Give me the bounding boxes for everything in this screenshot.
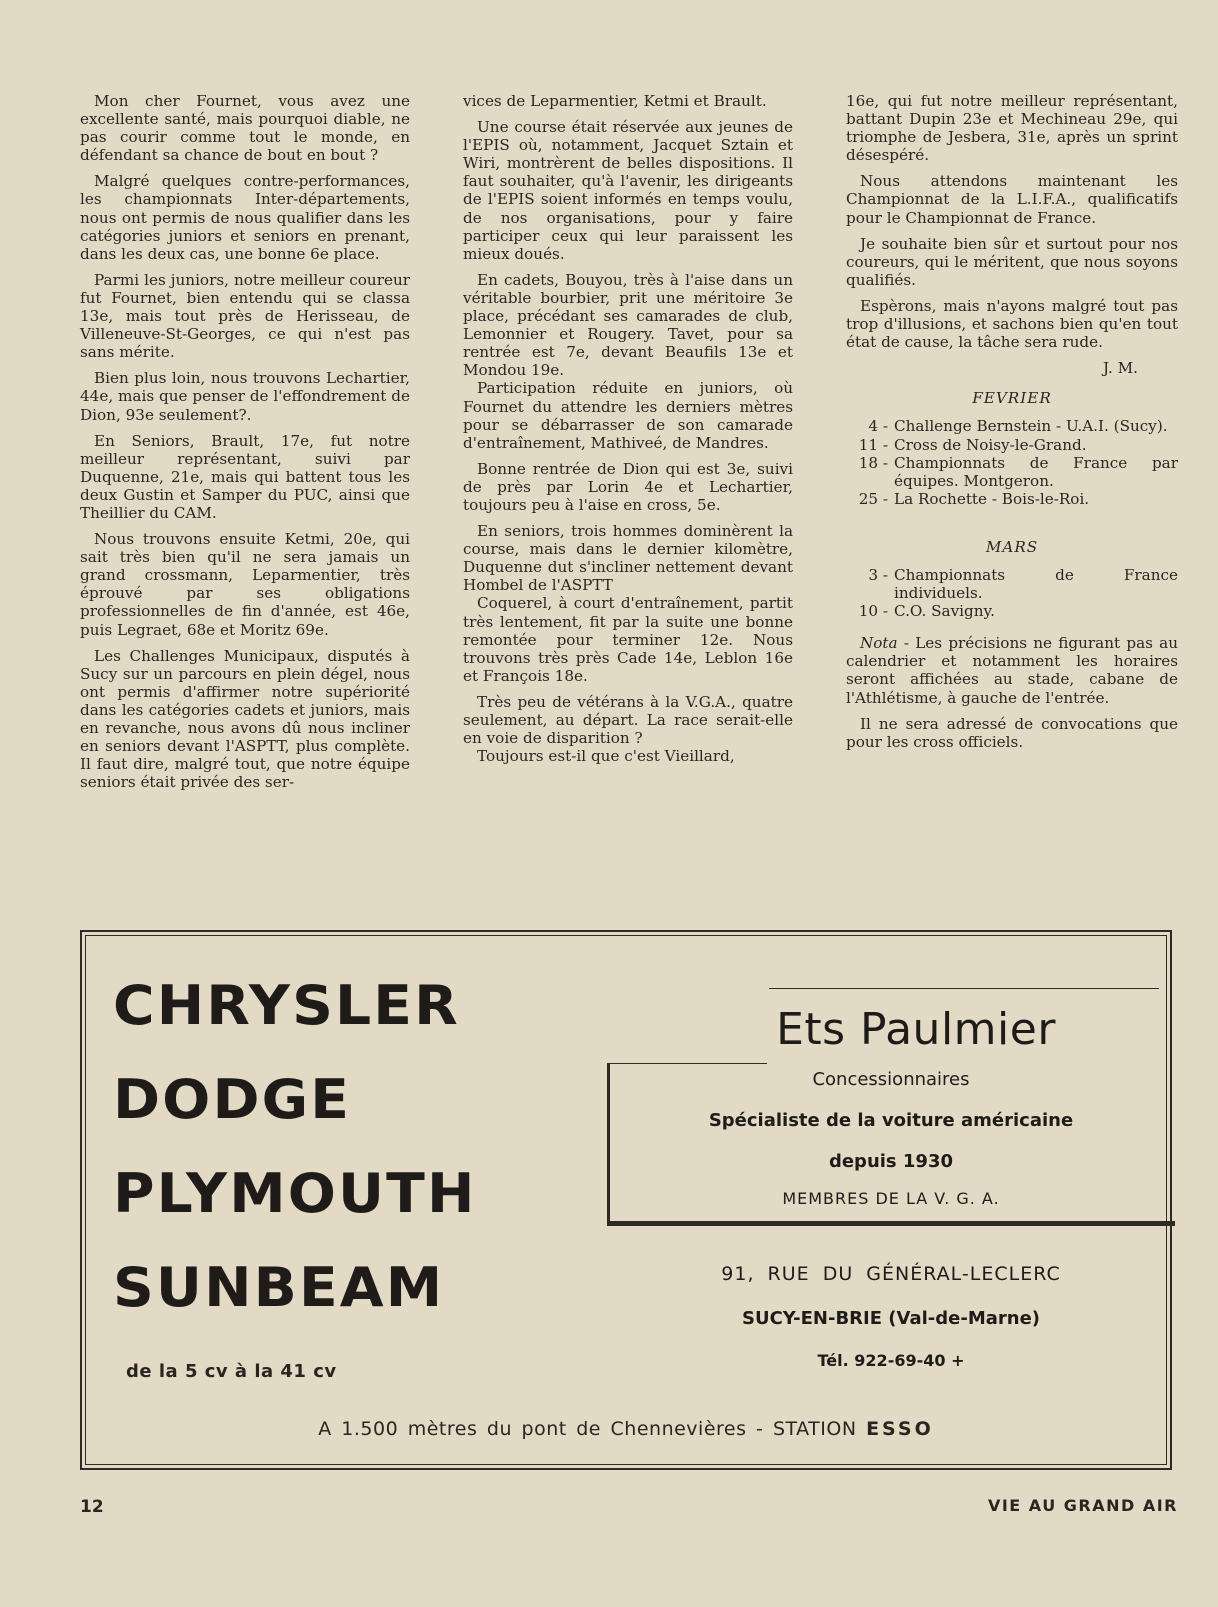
calendar-event xyxy=(846,490,1178,508)
calendar-note-2: Il ne sera adressé de convocations que pour les cross officiels. xyxy=(846,714,1178,751)
city: SUCY-EN-BRIE (Val-de-Marne) xyxy=(741,1308,1041,1329)
page-number: 12 xyxy=(80,1497,104,1517)
article-column-2 xyxy=(463,92,793,773)
event-day: 11 - xyxy=(858,435,888,454)
company-name: Ets Paulmier xyxy=(776,1004,1056,1055)
article-paragraph: Bonne rentrée de Dion qui est 3e, suivi de près par Lorin 4e et Lechartier, toujours peu à l'aise en cross, 5e. xyxy=(463,459,793,514)
company-specialty: Spécialiste de la voiture américaine xyxy=(708,1110,1074,1131)
car-dealer-advertisement xyxy=(80,930,1172,1470)
event-text: La Rochette - Bois-le-Roi. xyxy=(894,489,1090,508)
article-paragraph: En Seniors, Brault, 17e, fut notre meilleur représentant, suivi par Duquenne, 21e, mais qui battent tous les deux Gustin et Samper du PUC, ainsi que Theillier du CAM. xyxy=(80,431,410,522)
brand-name: PLYMOUTH xyxy=(113,1162,477,1225)
article-paragraph: vices de Leparmentier, Ketmi et Brault. xyxy=(463,92,767,110)
calendar-event xyxy=(846,436,1178,454)
brand-name: CHRYSLER xyxy=(113,974,460,1037)
event-day: 10 - xyxy=(858,602,888,621)
divider xyxy=(769,988,1159,989)
event-day: 25 - xyxy=(858,489,888,508)
event-day: 18 - xyxy=(858,453,888,472)
article-paragraph: Malgré quelques contre-performances, les championnats Inter-départements, nous ont permis de nous qualifier dans les catégories juniors et seniors en prenant, dans les deux cas, une bonne 6e place. xyxy=(80,172,410,263)
article-paragraph: Participation réduite en juniors, où Fournet du attendre les derniers mètres pour se débarrasser de son camarade d'entraînement, Mathiveé, de Mandres. xyxy=(463,379,793,452)
article-paragraph: Toujours est-il que c'est Vieillard, xyxy=(477,747,735,766)
company-since: depuis 1930 xyxy=(828,1151,954,1172)
event-text: Challenge Bernstein - U.A.I. (Sucy). xyxy=(894,417,1168,436)
event-day: 4 - xyxy=(868,417,888,436)
article-paragraph: Nous trouvons ensuite Ketmi, 20e, qui sait très bien qu'il ne sera jamais un grand crossmann, Leparmentier, très éprouvé par ses obligations professionnelles de fin d'année, est 46e, puis Legraet, 68e et Moritz 69e. xyxy=(80,530,410,639)
calendar-note: Nota - Les précisions ne figurant pas au calendrier et notamment les horaires seront affichées au stade, cabane de l'Athlétisme, à gauche de l'entrée. xyxy=(846,634,1178,707)
calendar-event xyxy=(846,566,1178,602)
journal-title: VIE AU GRAND AIR xyxy=(987,1496,1178,1515)
article-paragraph: Mon cher Fournet, vous avez une excellente santé, mais pourquoi diable, ne pas courir comme tout le monde, en défendant sa chance de bout en bout ? xyxy=(80,92,410,165)
event-text: Cross de Noisy-le-Grand. xyxy=(894,435,1087,454)
article-paragraph: Nous attendons maintenant les Championnat de la L.I.F.A., qualificatifs pour le Championnat de France. xyxy=(846,172,1178,227)
street-address: 91, RUE DU GÉNÉRAL-LECLERC xyxy=(721,1263,1061,1285)
esso-brand: ESSO xyxy=(866,1418,934,1440)
event-text: C.O. Savigny. xyxy=(894,602,995,621)
note-label: Nota xyxy=(860,634,898,653)
horsepower-range: de la 5 cv à la 41 cv xyxy=(126,1361,337,1382)
brand-name: SUNBEAM xyxy=(113,1256,445,1319)
article-paragraph: Parmi les juniors, notre meilleur coureur fut Fournet, bien entendu qui se classa 13e, mais tout près de Herisseau, de Villeneuve-St-Georges, ce qui n'est pas sans mérite. xyxy=(80,270,410,362)
article-paragraph: Les Challenges Municipaux, disputés à Sucy sur un parcours en plein dégel, nous ont permis d'affirmer notre supériorité dans les catégories cadets et juniors, mais en revanche, nous avons dû nous incliner en seniors devant l'ASPTT, plus complète. Il faut dire, malgré tout, que notre équipe seniors était privée des ser- xyxy=(80,646,410,792)
event-text: Championnats de France par équipes. Montgeron. xyxy=(894,453,1178,490)
article-column-3 xyxy=(846,92,1178,759)
ad-footer: A 1.500 mètres du pont de Chennevières - STATION ESSO xyxy=(318,1418,934,1440)
calendar-event xyxy=(846,417,1178,435)
calendar-month-title: FEVRIER xyxy=(972,389,1052,408)
company-role: Concessionnaires xyxy=(812,1069,970,1090)
company-membership: MEMBRES DE LA V. G. A. xyxy=(782,1189,1000,1208)
article-paragraph: 16e, qui fut notre meilleur représentant, battant Dupin 23e et Mechineau 29e, qui triomphe de Jesbera, 31e, après un sprint désespéré. xyxy=(846,92,1178,165)
article-paragraph: Très peu de vétérans à la V.G.A., quatre seulement, au départ. La race serait-elle en voie de disparition ? xyxy=(463,692,793,748)
event-day: 3 - xyxy=(868,565,888,584)
article-paragraph: Espèrons, mais n'ayons malgré tout pas trop d'illusions, et sachons bien qu'en tout état de cause, la tâche sera rude. xyxy=(846,296,1178,352)
calendar-month-title: MARS xyxy=(985,537,1039,556)
brand-name: DODGE xyxy=(113,1068,352,1131)
article-paragraph: Je souhaite bien sûr et surtout pour nos coureurs, qui le méritent, que nous soyons qualifiés. xyxy=(846,234,1178,289)
article-paragraph: En seniors, trois hommes dominèrent la course, mais dans le dernier kilomètre, Duquenne dut s'incliner nettement devant Hombel de l'ASPTT xyxy=(463,522,793,595)
article-column-1 xyxy=(80,92,410,799)
calendar-event xyxy=(846,454,1178,490)
author-signature: J. M. xyxy=(1103,359,1138,378)
phone-number: Tél. 922-69-40 + xyxy=(817,1351,965,1370)
article-paragraph: Bien plus loin, nous trouvons Lechartier, 44e, mais que penser de l'effondrement de Dion, 93e seulement?. xyxy=(80,369,410,424)
article-paragraph: En cadets, Bouyou, très à l'aise dans un véritable bourbier, prit une méritoire 3e place, précédant ses camarades de club, Lemonnier et Rougery. Tavet, pour sa rentrée est 7e, devant Beaufils 13e et Mondou 19e. xyxy=(463,270,793,380)
event-text: Championnats de France individuels. xyxy=(894,565,1178,603)
calendar-event xyxy=(846,602,1178,620)
article-paragraph: Une course était réservée aux jeunes de l'EPIS où, notamment, Jacquet Sztain et Wiri, montrèrent de belles dispositions. Il faut souhaiter, qu'à l'avenir, les dirigeants de l'EPIS soient informés en temps voulu, de nos organisations, pour y faire participer ceux qui leur paraissent les mieux doués. xyxy=(463,118,793,263)
article-paragraph: Coquerel, à court d'entraînement, partit très lentement, fit par la suite une bonne remontée pour terminer 12e. Nous trouvons très près Cade 14e, Leblon 16e et François 18e. xyxy=(463,594,793,685)
